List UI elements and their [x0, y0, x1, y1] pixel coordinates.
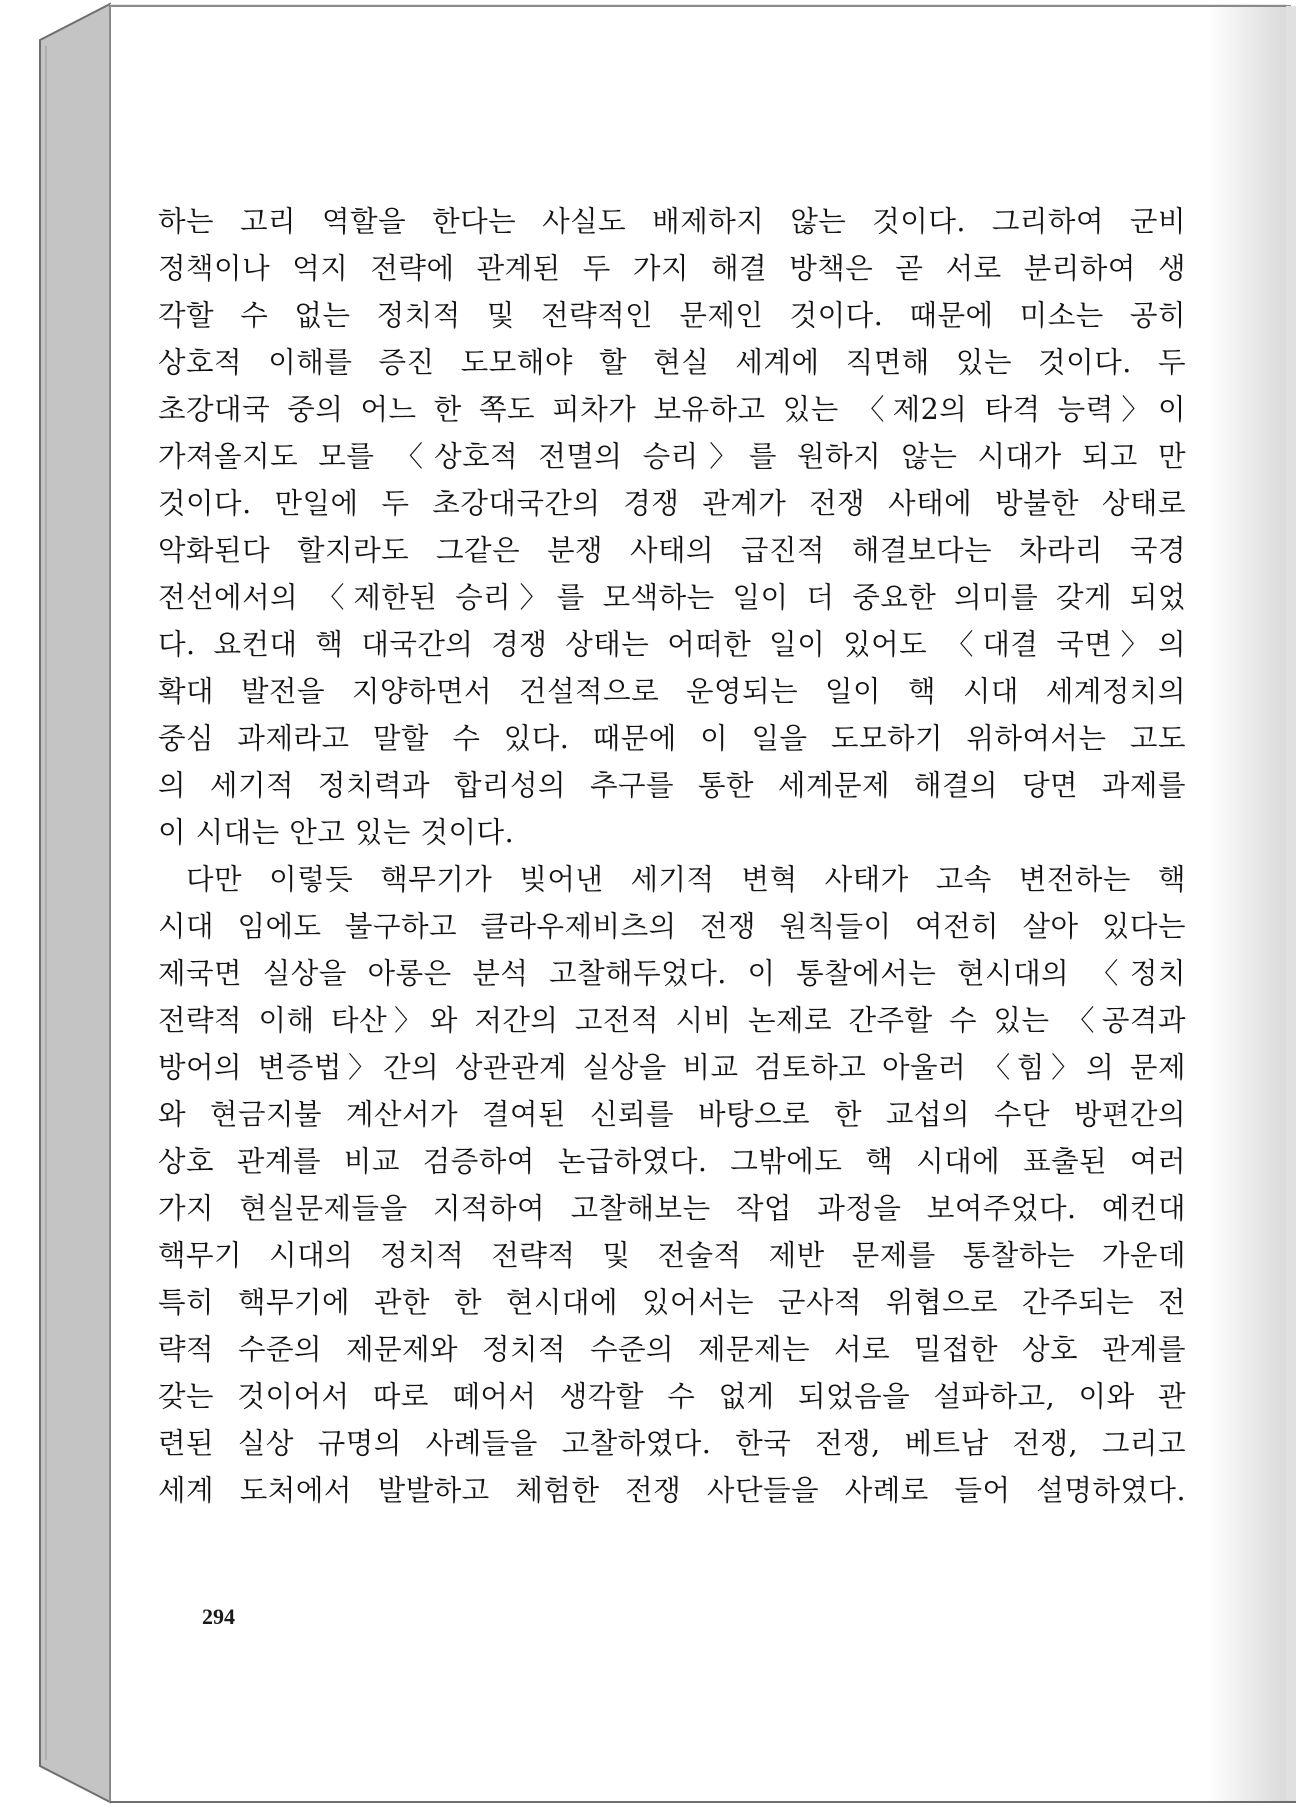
text-line: 악화된다 할지라도 그같은 분쟁 사태의 급진적 해결보다는 차라리 국경: [158, 534, 1186, 567]
text-line: 전략적 이해 타산〉와 저간의 고전적 시비 논제로 간주할 수 있는 〈공격과: [158, 1004, 1186, 1037]
text-line: 각할 수 없는 정치적 및 전략적인 문제인 것이다. 때문에 미소는 공히: [158, 299, 1186, 332]
text-line: 상호 관계를 비교 검증하여 논급하였다. 그밖에도 핵 시대에 표출된 여러: [158, 1145, 1186, 1178]
text-line: 이 시대는 안고 있는 것이다.: [158, 816, 515, 849]
text-line: 와 현금지불 계산서가 결여된 신뢰를 바탕으로 한 교섭의 수단 방편간의: [158, 1098, 1186, 1131]
text-line: 상호적 이해를 증진 도모해야 할 현실 세계에 직면해 있는 것이다. 두: [158, 346, 1186, 379]
text-line: 다. 요컨대 핵 대국간의 경쟁 상태는 어떠한 일이 있어도 〈대결 국면〉의: [158, 628, 1186, 661]
text-line: 다만 이렇듯 핵무기가 빚어낸 세기적 변혁 사태가 고속 변전하는 핵: [186, 863, 1186, 896]
text-line: 것이다. 만일에 두 초강대국간의 경쟁 관계가 전쟁 사태에 방불한 상태로: [158, 487, 1186, 520]
text-line: 시대 임에도 불구하고 클라우제비츠의 전쟁 원칙들이 여전히 살아 있다는: [158, 910, 1186, 943]
text-line: 갖는 것이어서 따로 떼어서 생각할 수 없게 되었음을 설파하고, 이와 관: [158, 1380, 1186, 1413]
text-line: 정책이나 억지 전략에 관계된 두 가지 해결 방책은 곧 서로 분리하여 생: [158, 252, 1186, 285]
text-line: 제국면 실상을 아롱은 분석 고찰해두었다. 이 통찰에서는 현시대의 〈정치: [158, 957, 1186, 990]
text-line: 중심 과제라고 말할 수 있다. 때문에 이 일을 도모하기 위하여서는 고도: [158, 722, 1186, 755]
text-line: 확대 발전을 지양하면서 건설적으로 운영되는 일이 핵 시대 세계정치의: [158, 675, 1186, 708]
text-line: 가져올지도 모를 〈상호적 전멸의 승리〉를 원하지 않는 시대가 되고 만: [158, 440, 1186, 473]
body-text: [158, 198, 1186, 1514]
text-line: 련된 실상 규명의 사례들을 고찰하였다. 한국 전쟁, 베트남 전쟁, 그리고: [158, 1427, 1186, 1460]
text-line: 방어의 변증법〉간의 상관관계 실상을 비교 검토하고 아울러 〈힘〉의 문제: [158, 1051, 1186, 1084]
paragraph-2: [158, 856, 1186, 1514]
text-line: 하는 고리 역할을 한다는 사실도 배제하지 않는 것이다. 그리하여 군비: [158, 205, 1186, 238]
text-line: 세계 도처에서 발발하고 체험한 전쟁 사단들을 사례로 들어 설명하였다.: [158, 1474, 1186, 1507]
text-line: 의 세기적 정치력과 합리성의 추구를 통한 세계문제 해결의 당면 과제를: [158, 769, 1186, 802]
text-line: 략적 수준의 제문제와 정치적 수준의 제문제는 서로 밀접한 상호 관계를: [158, 1333, 1186, 1366]
page-number: 294: [202, 1604, 235, 1629]
book-spine: [40, 4, 110, 1802]
text-line: 가지 현실문제들을 지적하여 고찰해보는 작업 과정을 보여주었다. 예컨대: [158, 1192, 1186, 1225]
text-line: 전선에서의 〈제한된 승리〉를 모색하는 일이 더 중요한 의미를 갖게 되었: [158, 581, 1186, 614]
text-line: 특히 핵무기에 관한 한 현시대에 있어서는 군사적 위협으로 간주되는 전: [158, 1286, 1186, 1319]
paragraph-1: [158, 198, 1186, 856]
text-line: 초강대국 중의 어느 한 쪽도 피차가 보유하고 있는 〈제2의 타격 능력〉이: [158, 393, 1186, 426]
text-line: 핵무기 시대의 정치적 전략적 및 전술적 제반 문제를 통찰하는 가운데: [158, 1239, 1186, 1272]
